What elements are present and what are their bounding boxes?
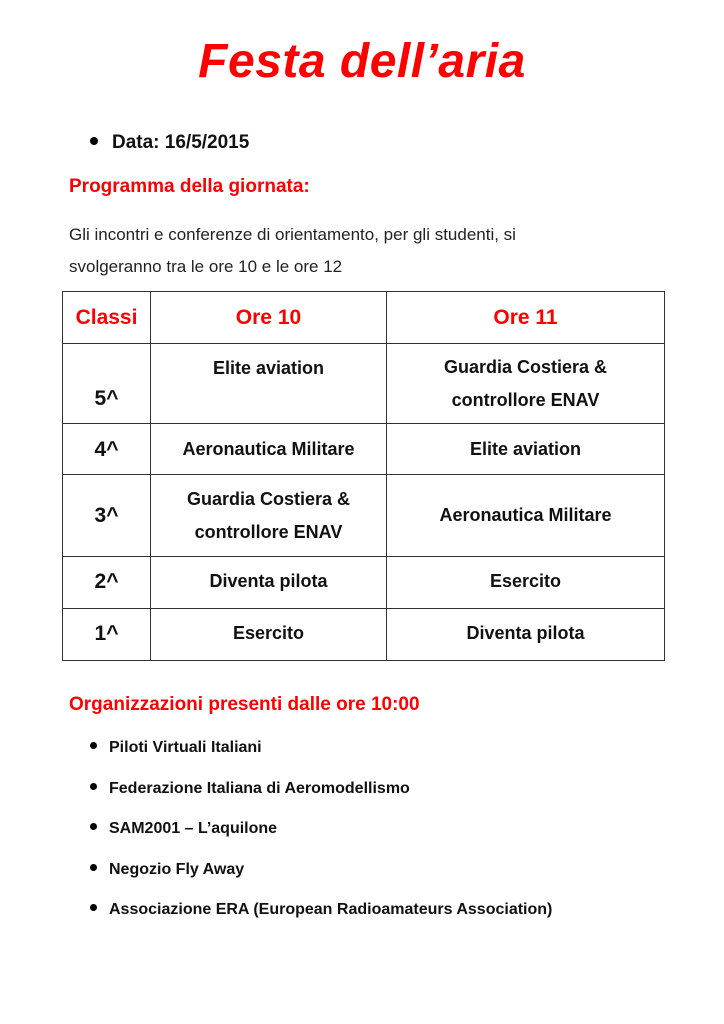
table-row [63, 557, 665, 609]
cell-line: Guardia Costiera & [186, 488, 351, 509]
ore10-cell: Diventa pilota [151, 557, 387, 609]
column-header: Ore 11 [387, 292, 665, 344]
class-cell: 4^ [63, 424, 151, 475]
class-cell: 5^ [63, 344, 151, 424]
intro-line: Gli incontri e conferenze di orientamento, per gli studenti, si [69, 225, 516, 244]
date-item [90, 132, 249, 154]
organization-name: Federazione Italiana di Aeromodellismo [109, 779, 410, 797]
list-item [90, 858, 552, 899]
date-text: Data: 16/5/2015 [112, 132, 250, 153]
cell-line: Guardia Costiera & [443, 356, 608, 377]
intro-line: svolgeranno tra le ore 10 e le ore 12 [69, 257, 343, 276]
bullet-icon [90, 742, 97, 749]
table-row [63, 424, 665, 475]
ore11-cell [387, 344, 665, 424]
organizations-heading: Organizzazioni presenti dalle ore 10:00 [69, 694, 420, 715]
ore10-cell: Esercito [151, 609, 387, 661]
organization-name: Negozio Fly Away [109, 860, 245, 878]
ore11-cell: Aeronautica Militare [387, 475, 665, 557]
organizations-list [90, 736, 552, 939]
program-intro [69, 219, 629, 283]
ore11-cell: Elite aviation [387, 424, 665, 475]
column-header: Ore 10 [151, 292, 387, 344]
bullet-icon [90, 783, 97, 790]
list-item [90, 777, 552, 818]
organization-name: SAM2001 – L’aquilone [109, 820, 278, 837]
bullet-icon [90, 864, 97, 871]
ore10-cell: Elite aviation [151, 344, 387, 424]
table-row [63, 344, 665, 424]
ore10-cell: Aeronautica Militare [151, 424, 387, 475]
organization-name: Piloti Virtuali Italiani [109, 739, 262, 756]
cell-line: controllore ENAV [194, 521, 343, 542]
column-header: Classi [63, 292, 151, 344]
class-cell: 2^ [63, 557, 151, 609]
bullet-icon [90, 137, 98, 145]
ore10-cell [151, 475, 387, 557]
ore11-cell: Diventa pilota [387, 609, 665, 661]
bullet-icon [90, 823, 97, 830]
list-item [90, 817, 552, 858]
page-title: Festa dell’aria [198, 35, 526, 88]
table-row [63, 609, 665, 661]
list-item [90, 736, 552, 777]
class-cell: 1^ [63, 609, 151, 661]
organization-name: Associazione ERA (European Radioamateurs Association) [109, 901, 553, 918]
list-item [90, 898, 552, 939]
table-header-row [63, 292, 665, 344]
ore11-cell: Esercito [387, 557, 665, 609]
table-row [63, 475, 665, 557]
schedule-table [62, 291, 665, 661]
bullet-icon [90, 904, 97, 911]
program-heading: Programma della giornata: [69, 176, 310, 197]
class-cell: 3^ [63, 475, 151, 557]
cell-line: controllore ENAV [451, 389, 600, 410]
